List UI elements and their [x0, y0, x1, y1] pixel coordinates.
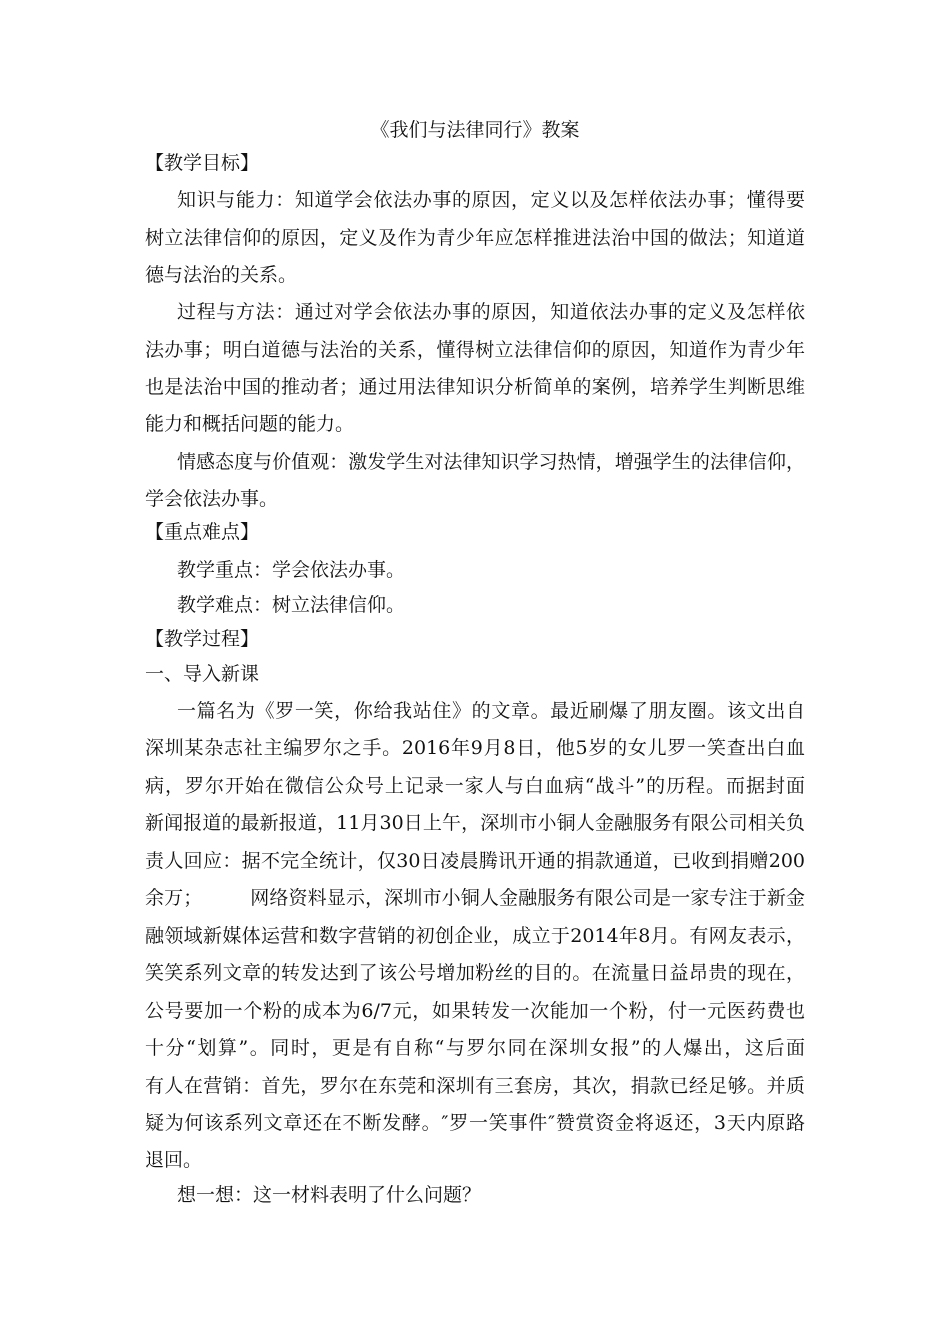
key-point-line: 教学难点：树立法律信仰。 [177, 594, 406, 616]
question-line: 想一想：这一材料表明了什么问题？ [177, 1184, 482, 1206]
paragraph-line: 过程与方法：通过对学会依法办事的原因，知道依法办事的定义及怎样依 [177, 301, 805, 323]
paragraph-line: 融领域新媒体运营和数字营销的初创企业，成立于2014年8月。有网友表示， [145, 925, 805, 947]
paragraph-line: 深圳某杂志社主编罗尔之手。2016年9月8日，他5岁的女儿罗一笑查出白血 [145, 737, 805, 759]
section-heading-objectives: 【教学目标】 [145, 152, 260, 174]
document-title: 《我们与法律同行》教案 [370, 119, 580, 141]
paragraph-line: 知识与能力：知道学会依法办事的原因，定义以及怎样依法办事；懂得要 [177, 189, 805, 211]
key-point-line: 教学重点：学会依法办事。 [177, 559, 406, 581]
paragraph-line: 新闻报道的最新报道，11月30日上午，深圳市小铜人金融服务有限公司相关负 [145, 812, 805, 834]
paragraph-line: 余万； 网络资料显示，深圳市小铜人金融服务有限公司是一家专注于新金 [145, 887, 805, 909]
paragraph-line: 也是法治中国的推动者；通过用法律知识分析简单的案例，培养学生判断思维 [145, 376, 805, 398]
paragraph-line: 德与法治的关系。 [145, 264, 298, 286]
paragraph-line: 法办事；明白道德与法治的关系，懂得树立法律信仰的原因，知道作为青少年 [145, 339, 805, 361]
paragraph-line: 能力和概括问题的能力。 [145, 413, 355, 435]
paragraph-line: 责人回应：据不完全统计，仅30日凌晨腾讯开通的捐款通道，已收到捐赠200 [145, 850, 805, 872]
paragraph-line: 病，罗尔开始在微信公众号上记录一家人与白血病“战斗”的历程。而据封面 [145, 775, 805, 797]
section-heading-key-points: 【重点难点】 [145, 521, 260, 543]
paragraph-line: 公号要加一个粉的成本为6/7元，如果转发一次能加一个粉，付一元医药费也 [145, 1000, 805, 1022]
paragraph-line: 情感态度与价值观：激发学生对法律知识学习热情，增强学生的法律信仰， [177, 451, 805, 473]
paragraph-line: 疑为何该系列文章还在不断发酵。″罗一笑事件″赞赏资金将返还，3天内原路 [145, 1112, 805, 1134]
paragraph-line: 一篇名为《罗一笑，你给我站住》的文章。最近刷爆了朋友圈。该文出自 [177, 700, 805, 722]
section-heading-process: 【教学过程】 [145, 628, 260, 650]
paragraph-line: 十分“划算”。同时，更是有自称“与罗尔同在深圳女报”的人爆出，这后面 [145, 1037, 805, 1059]
paragraph-line: 退回。 [145, 1149, 203, 1171]
paragraph-line: 笑笑系列文章的转发达到了该公号增加粉丝的目的。在流量日益昂贵的现在， [145, 962, 805, 984]
paragraph-line: 树立法律信仰的原因，定义及作为青少年应怎样推进法治中国的做法；知道道 [145, 227, 805, 249]
paragraph-line: 有人在营销：首先，罗尔在东莞和深圳有三套房，其次，捐款已经足够。并质 [145, 1075, 805, 1097]
subsection-heading: 一、导入新课 [145, 663, 260, 685]
paragraph-line: 学会依法办事。 [145, 488, 279, 510]
